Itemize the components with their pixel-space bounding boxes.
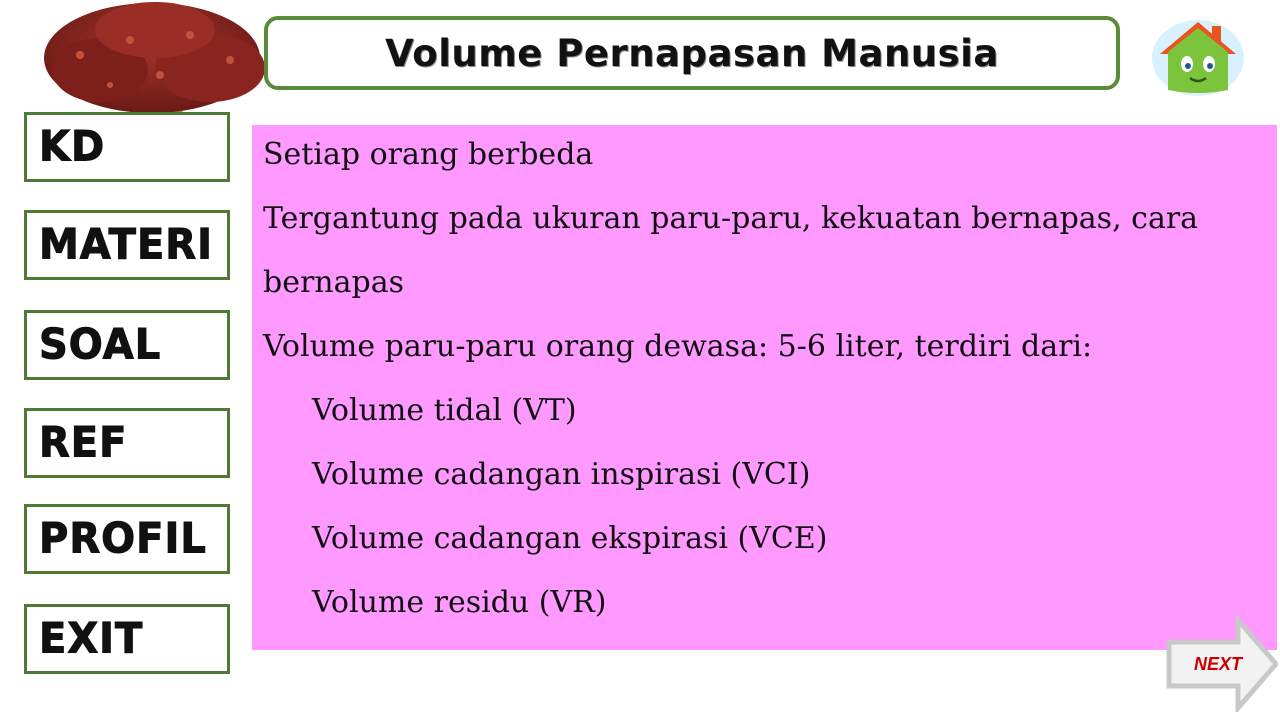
title-banner (264, 16, 1120, 90)
nav-kd-label: KD (39, 122, 106, 172)
content-line: Volume paru-paru orang dewasa: 5-6 liter, terdiri dari: (263, 329, 1093, 364)
next-label: NEXT (1193, 654, 1243, 674)
home-icon[interactable] (1148, 14, 1246, 98)
nav-kd-button[interactable] (24, 112, 230, 182)
sub-item: Volume cadangan inspirasi (VCI) (312, 457, 811, 492)
page-title: Volume Pernapasan Manusia (385, 31, 999, 75)
nav-profil-button[interactable] (24, 504, 230, 574)
content-line: Tergantung pada ukuran paru-paru, kekuatan bernapas, cara (263, 201, 1199, 236)
nav-profil-label: PROFIL (39, 514, 207, 564)
nav-ref-button[interactable] (24, 408, 230, 478)
nav-exit-button[interactable] (24, 604, 230, 674)
content-line: bernapas (263, 265, 404, 300)
nav-materi-label: MATERI (39, 220, 213, 270)
nav-exit-label: EXIT (39, 614, 144, 664)
content-line: Setiap orang berbeda (263, 137, 594, 172)
nav-materi-button[interactable] (24, 210, 230, 280)
nav-soal-label: SOAL (39, 320, 162, 370)
content-panel (252, 125, 1277, 650)
nav-soal-button[interactable] (24, 310, 230, 380)
sub-item: Volume tidal (VT) (312, 393, 577, 428)
next-button[interactable] (1166, 616, 1278, 712)
sub-item: Volume cadangan ekspirasi (VCE) (312, 521, 828, 556)
nav-ref-label: REF (39, 418, 128, 468)
sub-item: Volume residu (VR) (312, 585, 607, 620)
